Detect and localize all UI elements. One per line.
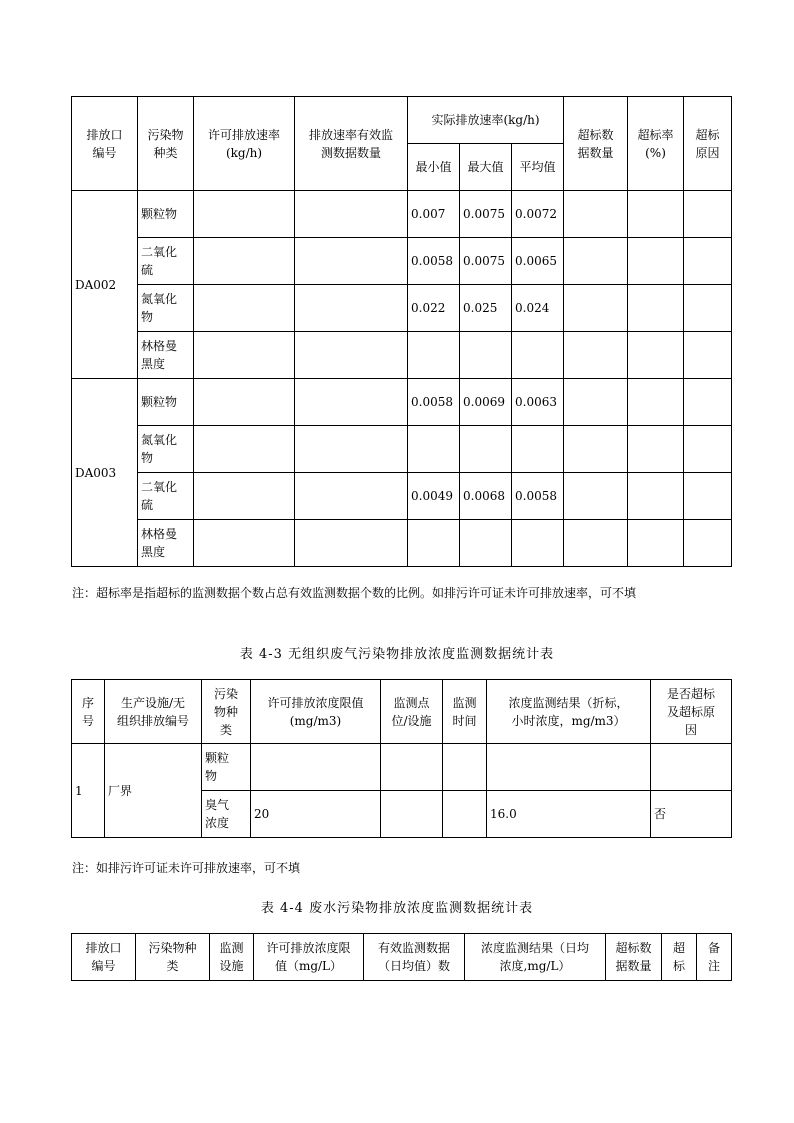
header-pollutant: 污染物 种类 bbox=[138, 97, 194, 191]
header-exceed-count: 超标数 据数量 bbox=[606, 934, 662, 981]
header-exceed: 是否超标 及超标原 因 bbox=[651, 680, 732, 744]
limit-value bbox=[251, 744, 381, 791]
pollutant-name: 颗粒物 bbox=[138, 191, 194, 238]
max-value bbox=[460, 520, 512, 567]
table3-caption: 表 4-4 废水污染物排放浓度监测数据统计表 bbox=[260, 901, 534, 916]
time-value bbox=[443, 744, 487, 791]
pollutant-name: 臭气 浓度 bbox=[202, 791, 251, 838]
max-value: 0.0075 bbox=[460, 191, 512, 238]
header-actual-rate: 实际排放速率(kg/h) bbox=[408, 97, 564, 144]
header-facility: 生产设施/无 组织排放编号 bbox=[105, 680, 202, 744]
outlet-id: DA002 bbox=[72, 191, 138, 379]
pollutant-name: 二氧化 硫 bbox=[138, 473, 194, 520]
min-value: 0.0058 bbox=[408, 379, 460, 426]
header-max: 最大值 bbox=[460, 144, 512, 191]
table-row bbox=[72, 426, 732, 473]
header-exceed-count: 超标数 据数量 bbox=[564, 97, 628, 191]
table2-caption: 表 4-3 无组织废气污染物排放浓度监测数据统计表 bbox=[239, 647, 555, 662]
avg-value: 0.0065 bbox=[512, 238, 564, 285]
min-value: 0.022 bbox=[408, 285, 460, 332]
max-value: 0.0069 bbox=[460, 379, 512, 426]
outlet-id: DA003 bbox=[72, 379, 138, 567]
exceed-value: 否 bbox=[651, 791, 732, 838]
header-valid-count: 排放速率有效监 测数据数量 bbox=[295, 97, 408, 191]
header-pollutant: 污染物种 类 bbox=[136, 934, 210, 981]
avg-value bbox=[512, 520, 564, 567]
table-row bbox=[72, 238, 732, 285]
max-value: 0.0068 bbox=[460, 473, 512, 520]
avg-value bbox=[512, 426, 564, 473]
unorganized-emission-table bbox=[71, 679, 732, 838]
avg-value bbox=[512, 332, 564, 379]
header-point: 监测点 位/设施 bbox=[381, 680, 443, 744]
table-row bbox=[72, 332, 732, 379]
header-outlet: 排放口 编号 bbox=[72, 934, 136, 981]
header-pollutant: 污染 物种 类 bbox=[202, 680, 251, 744]
wastewater-table bbox=[71, 933, 732, 981]
header-result: 浓度监测结果（折标， 小时浓度，mg/m3） bbox=[487, 680, 651, 744]
point-value bbox=[381, 791, 443, 838]
table-row bbox=[72, 191, 732, 238]
table-row bbox=[72, 744, 732, 791]
max-value: 0.025 bbox=[460, 285, 512, 332]
header-exceed-rate: 超标率 (%) bbox=[628, 97, 684, 191]
header-min: 最小值 bbox=[408, 144, 460, 191]
header-outlet: 排放口 编号 bbox=[72, 97, 138, 191]
min-value bbox=[408, 332, 460, 379]
header-exceed: 超 标 bbox=[662, 934, 697, 981]
pollutant-name: 林格曼 黑度 bbox=[138, 520, 194, 567]
min-value: 0.0049 bbox=[408, 473, 460, 520]
pollutant-name: 氮氧化 物 bbox=[138, 426, 194, 473]
table1-note: 注：超标率是指超标的监测数据个数占总有效监测数据个数的比例。如排污许可证未许可排放速率，可不填 bbox=[72, 586, 637, 600]
avg-value: 0.024 bbox=[512, 285, 564, 332]
avg-value: 0.0058 bbox=[512, 473, 564, 520]
max-value bbox=[460, 332, 512, 379]
pollutant-name: 颗粒 物 bbox=[202, 744, 251, 791]
time-value bbox=[443, 791, 487, 838]
min-value bbox=[408, 426, 460, 473]
header-limit: 许可排放浓度限值 (mg/m3) bbox=[251, 680, 381, 744]
min-value: 0.0058 bbox=[408, 238, 460, 285]
table-row bbox=[72, 473, 732, 520]
pollutant-name: 林格曼 黑度 bbox=[138, 332, 194, 379]
header-valid: 有效监测数据 （日均值）数 bbox=[364, 934, 465, 981]
header-limit: 许可排放浓度限 值（mg/L） bbox=[254, 934, 364, 981]
table-row bbox=[72, 379, 732, 426]
result-value bbox=[487, 744, 651, 791]
header-permit-rate: 许可排放速率 (kg/h) bbox=[194, 97, 295, 191]
exceed-value bbox=[651, 744, 732, 791]
header-time: 监测 时间 bbox=[443, 680, 487, 744]
avg-value: 0.0063 bbox=[512, 379, 564, 426]
pollutant-name: 颗粒物 bbox=[138, 379, 194, 426]
result-value: 16.0 bbox=[487, 791, 651, 838]
seq-value: 1 bbox=[72, 744, 105, 838]
header-avg: 平均值 bbox=[512, 144, 564, 191]
table-row bbox=[72, 285, 732, 332]
table-row bbox=[72, 520, 732, 567]
min-value: 0.007 bbox=[408, 191, 460, 238]
avg-value: 0.0072 bbox=[512, 191, 564, 238]
max-value bbox=[460, 426, 512, 473]
header-seq: 序 号 bbox=[72, 680, 105, 744]
header-result: 浓度监测结果（日均 浓度,mg/L） bbox=[465, 934, 606, 981]
table2-note: 注：如排污许可证未许可排放速率，可不填 bbox=[72, 861, 301, 875]
header-facility: 监测 设施 bbox=[210, 934, 254, 981]
pollutant-name: 氮氧化 物 bbox=[138, 285, 194, 332]
pollutant-name: 二氧化 硫 bbox=[138, 238, 194, 285]
header-remark: 备 注 bbox=[697, 934, 732, 981]
point-value bbox=[381, 744, 443, 791]
max-value: 0.0075 bbox=[460, 238, 512, 285]
emission-rate-table bbox=[71, 96, 732, 567]
limit-value: 20 bbox=[251, 791, 381, 838]
header-exceed-reason: 超标 原因 bbox=[684, 97, 732, 191]
min-value bbox=[408, 520, 460, 567]
facility-value: 厂界 bbox=[105, 744, 202, 838]
